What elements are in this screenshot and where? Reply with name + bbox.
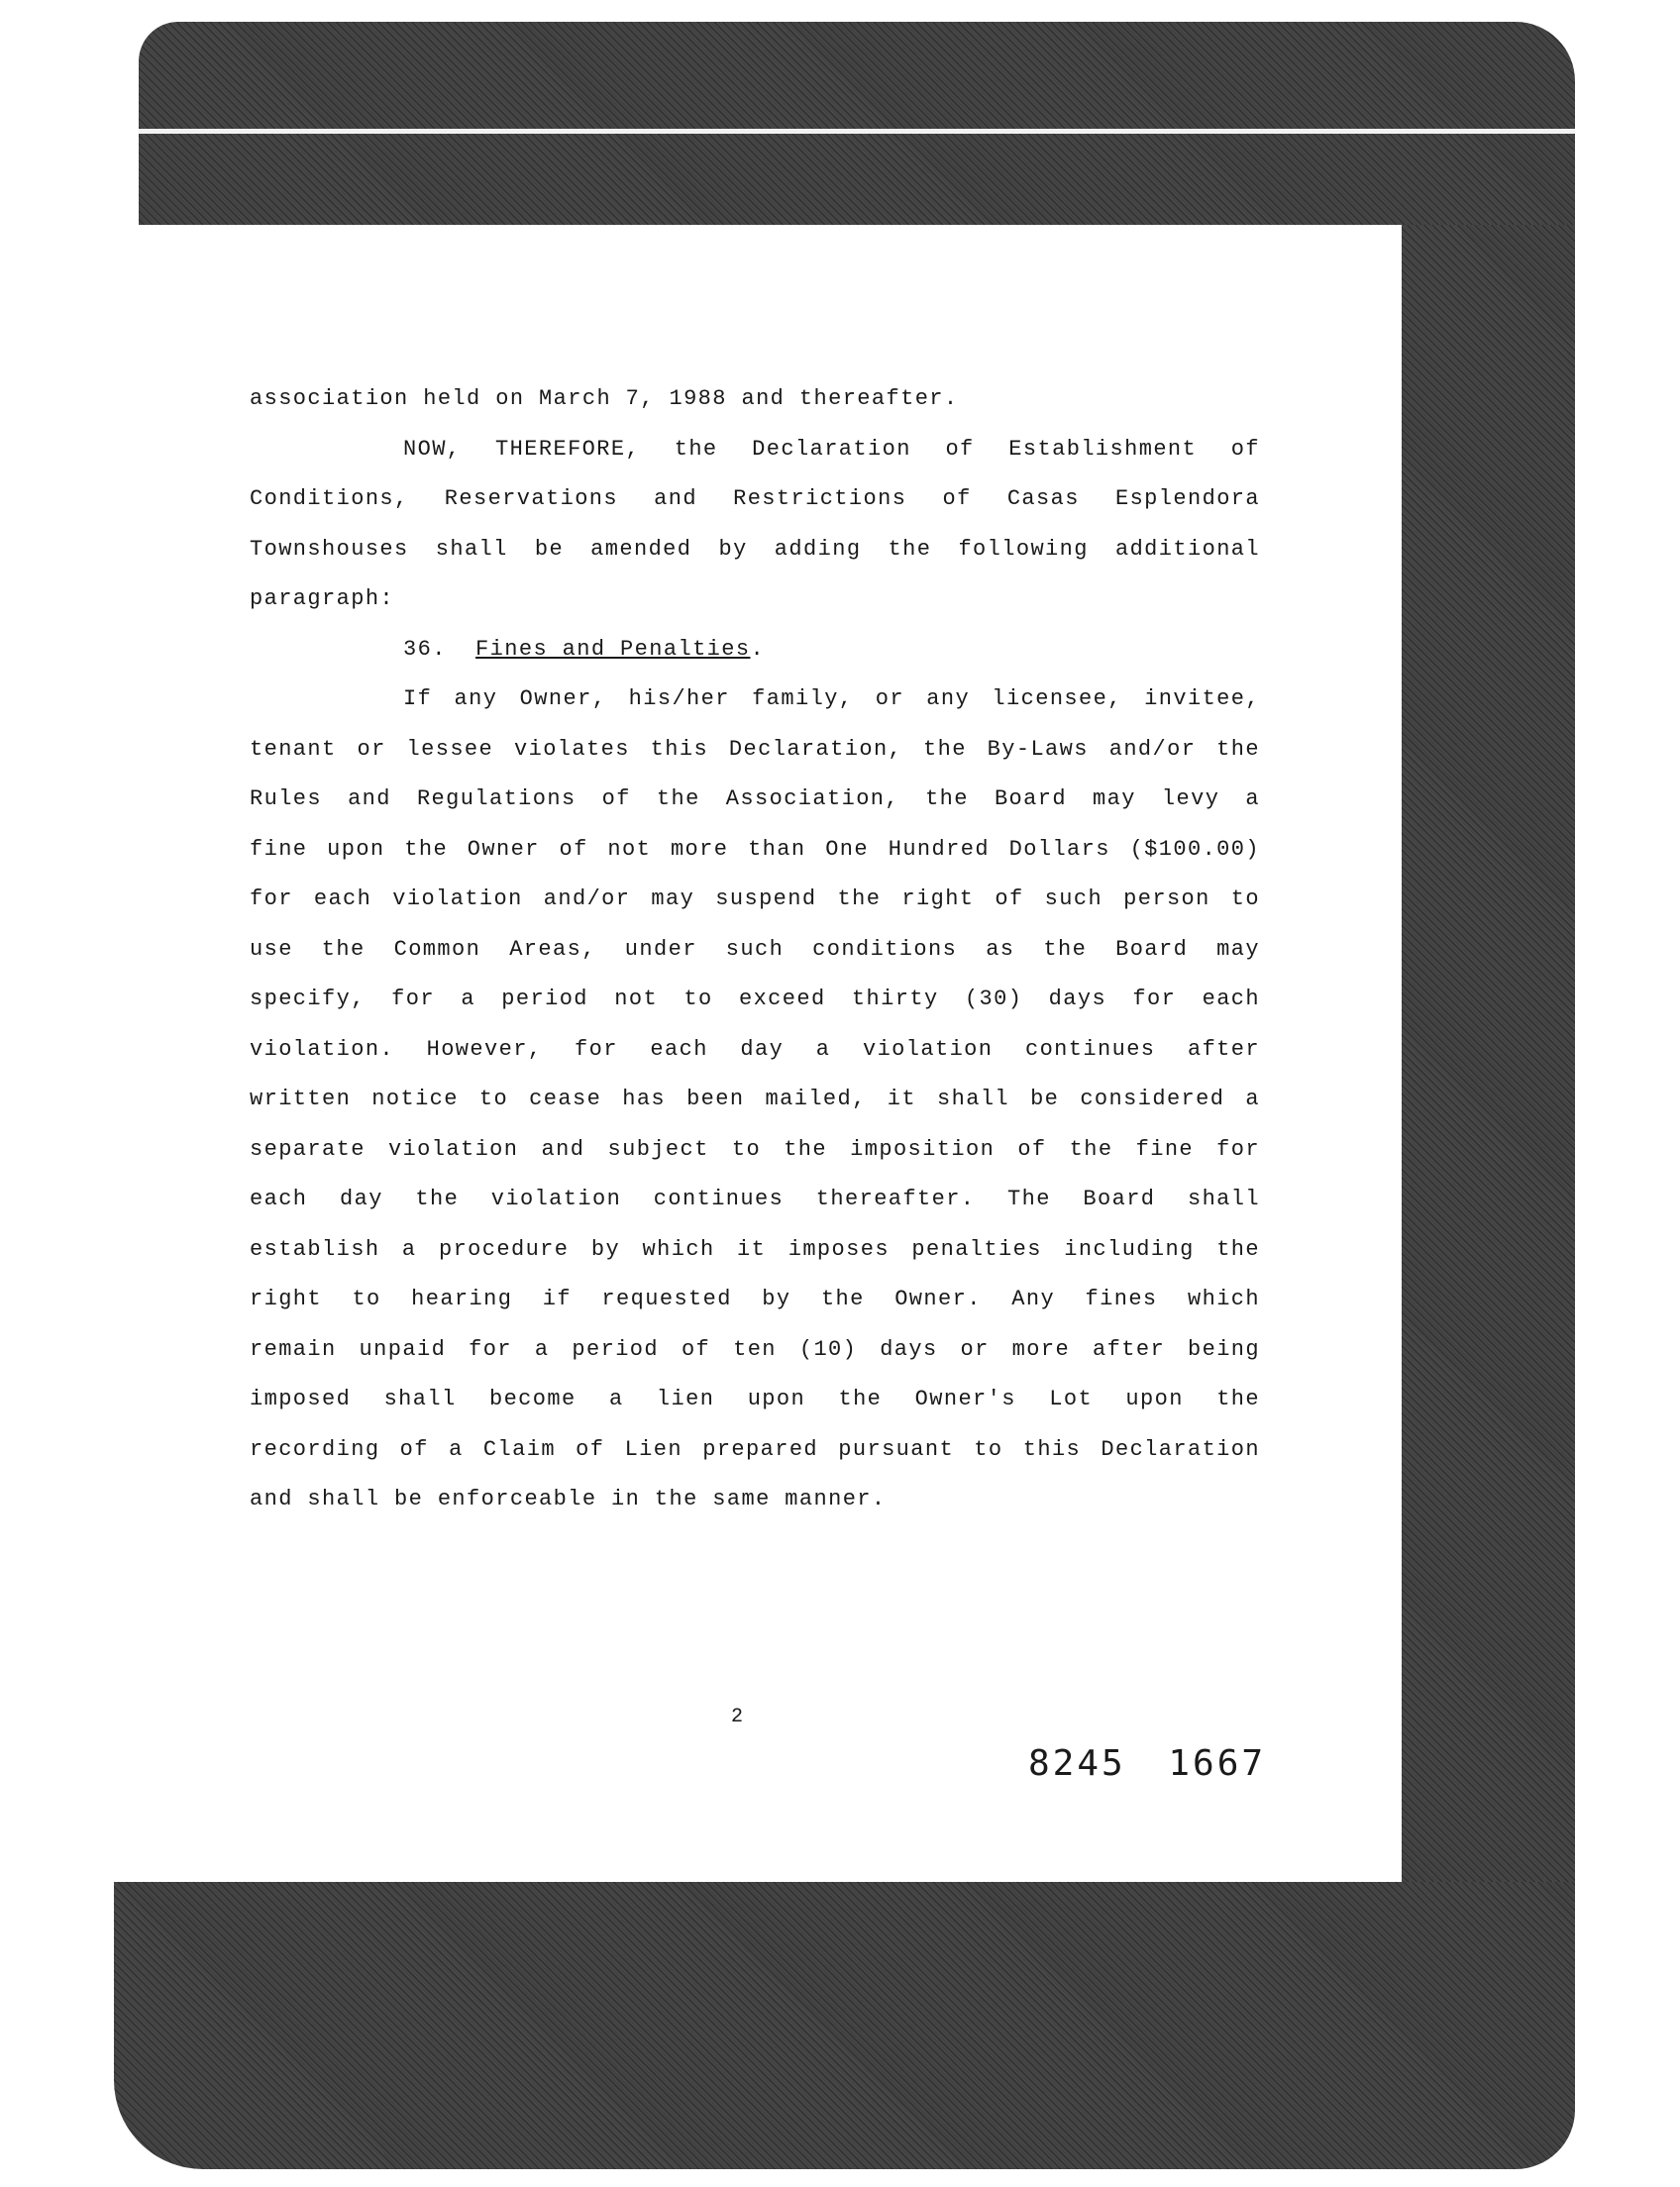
document-body bbox=[250, 374, 1260, 1525]
paragraph-line: If any Owner, his/her family, or any licensee, invitee, bbox=[403, 686, 1260, 711]
amendment-paragraph bbox=[250, 425, 1260, 625]
scan-border-bottom bbox=[114, 1882, 1575, 2169]
paragraph-line: paragraph: bbox=[250, 586, 395, 611]
section-title: Fines and Penalties bbox=[475, 636, 751, 662]
paragraph-line: NOW, THEREFORE, the Declaration of Establishment of bbox=[403, 436, 1260, 462]
paragraph-line: specify, for a period not to exceed thirty (30) days for each bbox=[250, 987, 1260, 1011]
paragraph-line: and shall be enforceable in the same manner. bbox=[250, 1487, 887, 1511]
section-number: 36. bbox=[403, 636, 447, 662]
paragraph-line: recording of a Claim of Lien prepared pursuant to this Declaration bbox=[250, 1436, 1260, 1462]
paragraph-line: tenant or lessee violates this Declaration, the By-Laws and/or the bbox=[250, 736, 1260, 762]
paragraph-line: use the Common Areas, under such conditions as the Board may bbox=[250, 936, 1260, 962]
page-number: 2 bbox=[731, 1706, 744, 1728]
fines-paragraph bbox=[250, 675, 1260, 1525]
opening-line: association held on March 7, 1988 and thereafter. bbox=[250, 386, 959, 411]
paragraph-line: for each violation and/or may suspend the right of such person to bbox=[250, 886, 1260, 911]
paragraph-line: imposed shall become a lien upon the Owner's Lot upon the bbox=[250, 1387, 1260, 1411]
paragraph-line: written notice to cease has been mailed, it shall be considered a bbox=[250, 1087, 1260, 1111]
book-page-stamp: 8245 1667 bbox=[1028, 1743, 1267, 1784]
paragraph-line: establish a procedure by which it imposes penalties including the bbox=[250, 1236, 1260, 1262]
section-heading bbox=[250, 625, 1260, 676]
paragraph-line: violation. However, for each day a violation continues after bbox=[250, 1036, 1260, 1062]
paragraph-line: right to hearing if requested by the Owner. Any fines which bbox=[250, 1287, 1260, 1311]
paragraph-line: Conditions, Reservations and Restrictions of Casas Esplendora bbox=[250, 486, 1260, 511]
section-title-period: . bbox=[750, 636, 766, 662]
scan-border-right bbox=[1402, 225, 1575, 1889]
paragraph-line: remain unpaid for a period of ten (10) days or more after being bbox=[250, 1336, 1260, 1362]
paragraph-line: Rules and Regulations of the Association, the Board may levy a bbox=[250, 786, 1260, 811]
scan-border-top bbox=[139, 22, 1575, 225]
scan-border-line bbox=[139, 129, 1575, 134]
paragraph-line: each day the violation continues thereafter. The Board shall bbox=[250, 1187, 1260, 1211]
paragraph-line: fine upon the Owner of not more than One Hundred Dollars ($100.00) bbox=[250, 836, 1260, 862]
paragraph-line: separate violation and subject to the imposition of the fine for bbox=[250, 1136, 1260, 1162]
paragraph-line: Townshouses shall be amended by adding the following additional bbox=[250, 536, 1260, 562]
